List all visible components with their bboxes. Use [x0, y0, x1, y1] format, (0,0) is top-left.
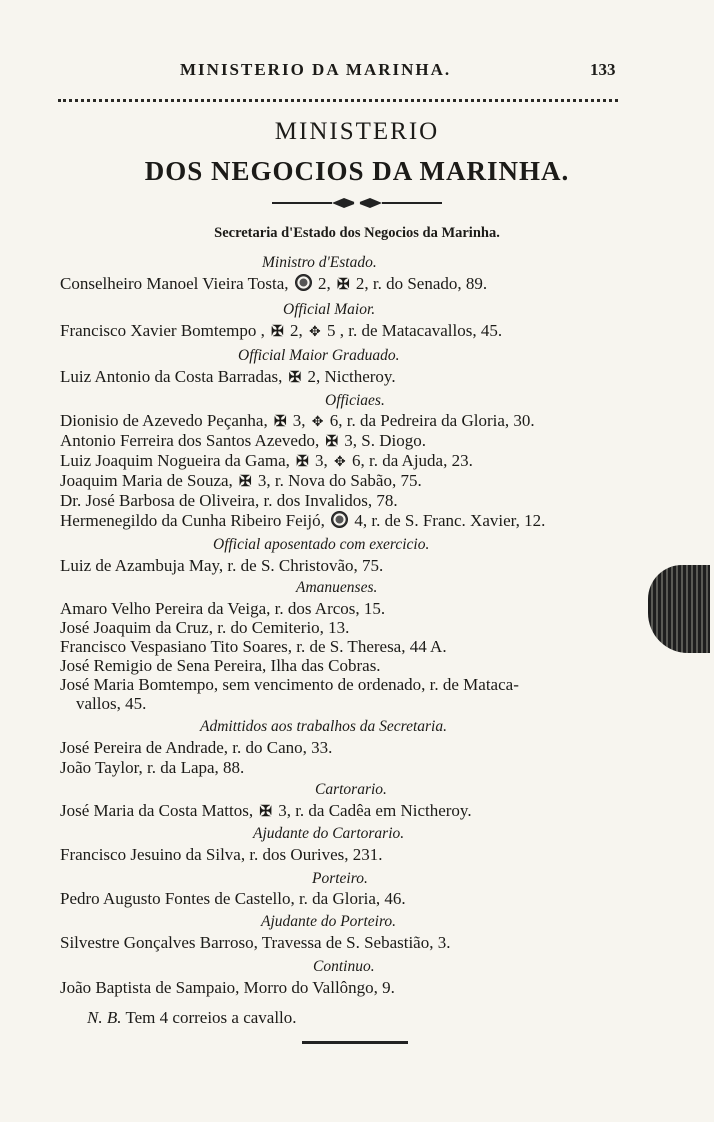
title-ministerio: MINISTERIO — [274, 118, 440, 145]
entry-text: 6, r. da Ajuda, 23. — [351, 451, 473, 470]
entry-line — [60, 274, 487, 295]
entry-line: João Baptista de Sampaio, Morro do Vallôngo, 9. — [60, 978, 395, 997]
entry-text: 6, r. da Pedreira da Gloria, 30. — [329, 411, 535, 430]
entry-line: Pedro Augusto Fontes de Castello, r. da Gloria, 46. — [60, 889, 406, 908]
section-title: Secretaria d'Estado dos Negocios da Marinha. — [214, 225, 500, 241]
order-badge-icon: ✥ — [333, 455, 346, 470]
heading-cartorario: Cartorario. — [315, 781, 387, 798]
heading-admittidos: Admittidos aos trabalhos da Secretaria. — [200, 718, 447, 735]
order-cross-icon: ✠ — [337, 277, 350, 293]
order-cross-icon: ✠ — [325, 434, 339, 450]
entry-line — [60, 801, 472, 822]
footer-rule — [302, 1041, 408, 1044]
entry-line — [60, 471, 422, 492]
entry-line — [60, 321, 502, 343]
entry-text: Joaquim Maria de Souza, — [60, 471, 233, 490]
note-line — [87, 1008, 297, 1028]
header-rule — [58, 99, 618, 102]
entry-text: Conselheiro Manoel Vieira Tosta, — [60, 274, 289, 293]
entry-line: Silvestre Gonçalves Barroso, Travessa de S. Sebastião, 3. — [60, 933, 451, 952]
entry-line — [60, 511, 545, 531]
entry-text: Hermenegildo da Cunha Ribeiro Feijó, — [60, 511, 325, 530]
entry-line: José Pereira de Andrade, r. do Cano, 33. — [60, 738, 333, 757]
heading-amanuenses: Amanuenses. — [296, 579, 378, 596]
entry-text: 3, S. Diogo. — [344, 431, 426, 450]
note-text: Tem 4 correios a cavallo. — [125, 1008, 297, 1027]
entry-text: 2, r. do Senado, 89. — [355, 274, 488, 293]
entry-text: Luiz Joaquim Nogueira da Gama, — [60, 451, 290, 470]
heading-continuo: Continuo. — [313, 958, 375, 975]
entry-line: Francisco Vespasiano Tito Soares, r. de S. Theresa, 44 A. — [60, 637, 447, 656]
order-badge-icon: ✥ — [311, 415, 324, 430]
entry-text: 3, r. Nova do Sabão, 75. — [257, 471, 422, 490]
entry-text: 3, — [314, 451, 328, 470]
entry-line: João Taylor, r. da Lapa, 88. — [60, 758, 245, 777]
entry-text: 2, — [289, 321, 303, 340]
entry-line: Dr. José Barbosa de Oliveira, r. dos Invalidos, 78. — [60, 491, 398, 510]
page-number: 133 — [590, 60, 616, 79]
page-edge-mark — [648, 565, 710, 653]
entry-text: Luiz Antonio da Costa Barradas, — [60, 367, 283, 386]
entry-text: Francisco Xavier Bomtempo , — [60, 321, 265, 340]
order-seal-icon — [295, 274, 312, 291]
order-cross-icon: ✠ — [239, 474, 252, 490]
order-cross-icon: ✠ — [296, 454, 309, 470]
running-header — [0, 60, 714, 84]
entry-text: Antonio Ferreira dos Santos Azevedo, — [60, 431, 320, 450]
title-negocios: DOS NEGOCIOS DA MARINHA. — [144, 156, 570, 186]
running-title: MINISTERIO DA MARINHA. — [180, 60, 452, 79]
entry-line: José Joaquim da Cruz, r. do Cemiterio, 13. — [60, 618, 350, 637]
heading-ajudante-cartorario: Ajudante do Cartorario. — [253, 825, 405, 842]
entry-text: 5 , r. de Matacavallos, 45. — [326, 321, 503, 340]
order-cross-icon: ✠ — [271, 324, 284, 340]
entry-text: José Maria da Costa Mattos, — [60, 801, 254, 820]
order-seal-icon — [331, 511, 348, 528]
entry-text: 3, r. da Cadêa em Nictheroy. — [278, 801, 472, 820]
heading-ministro: Ministro d'Estado. — [262, 254, 377, 271]
heading-official-maior: Official Maior. — [283, 301, 376, 318]
entry-line — [60, 367, 396, 388]
entry-line: José Maria Bomtempo, sem vencimento de ordenado, r. de Mataca- — [60, 675, 519, 694]
heading-ajudante-porteiro: Ajudante do Porteiro. — [261, 913, 397, 930]
order-badge-icon: ✥ — [308, 325, 321, 340]
entry-text: 2, Nictheroy. — [307, 367, 396, 386]
entry-line: Francisco Jesuino da Silva, r. dos Ourives, 231. — [60, 845, 383, 864]
order-cross-icon: ✠ — [259, 804, 272, 820]
entry-line — [60, 431, 426, 452]
order-cross-icon: ✠ — [273, 414, 287, 430]
note-label: N. B. — [87, 1008, 122, 1027]
entry-line: José Remigio de Sena Pereira, Ilha das Cobras. — [60, 656, 381, 675]
entry-line: vallos, 45. — [76, 694, 147, 713]
heading-porteiro: Porteiro. — [312, 870, 368, 887]
entry-line — [60, 451, 473, 473]
entry-text: 2, — [318, 274, 331, 293]
entry-line — [60, 411, 535, 433]
entry-text: 4, r. de S. Franc. Xavier, 12. — [354, 511, 546, 530]
entry-text: Dionisio de Azevedo Peçanha, — [60, 411, 268, 430]
heading-aposentado: Official aposentado com exercicio. — [213, 536, 430, 553]
entry-line: Luiz de Azambuja May, r. de S. Christovão, 75. — [60, 556, 384, 575]
entry-text: 3, — [292, 411, 306, 430]
heading-official-graduado: Official Maior Graduado. — [238, 347, 400, 364]
order-cross-icon: ✠ — [288, 370, 302, 386]
entry-line: Amaro Velho Pereira da Veiga, r. dos Arcos, 15. — [60, 599, 386, 618]
ornament-divider-icon — [272, 193, 442, 213]
heading-officiaes: Officiaes. — [325, 392, 385, 409]
